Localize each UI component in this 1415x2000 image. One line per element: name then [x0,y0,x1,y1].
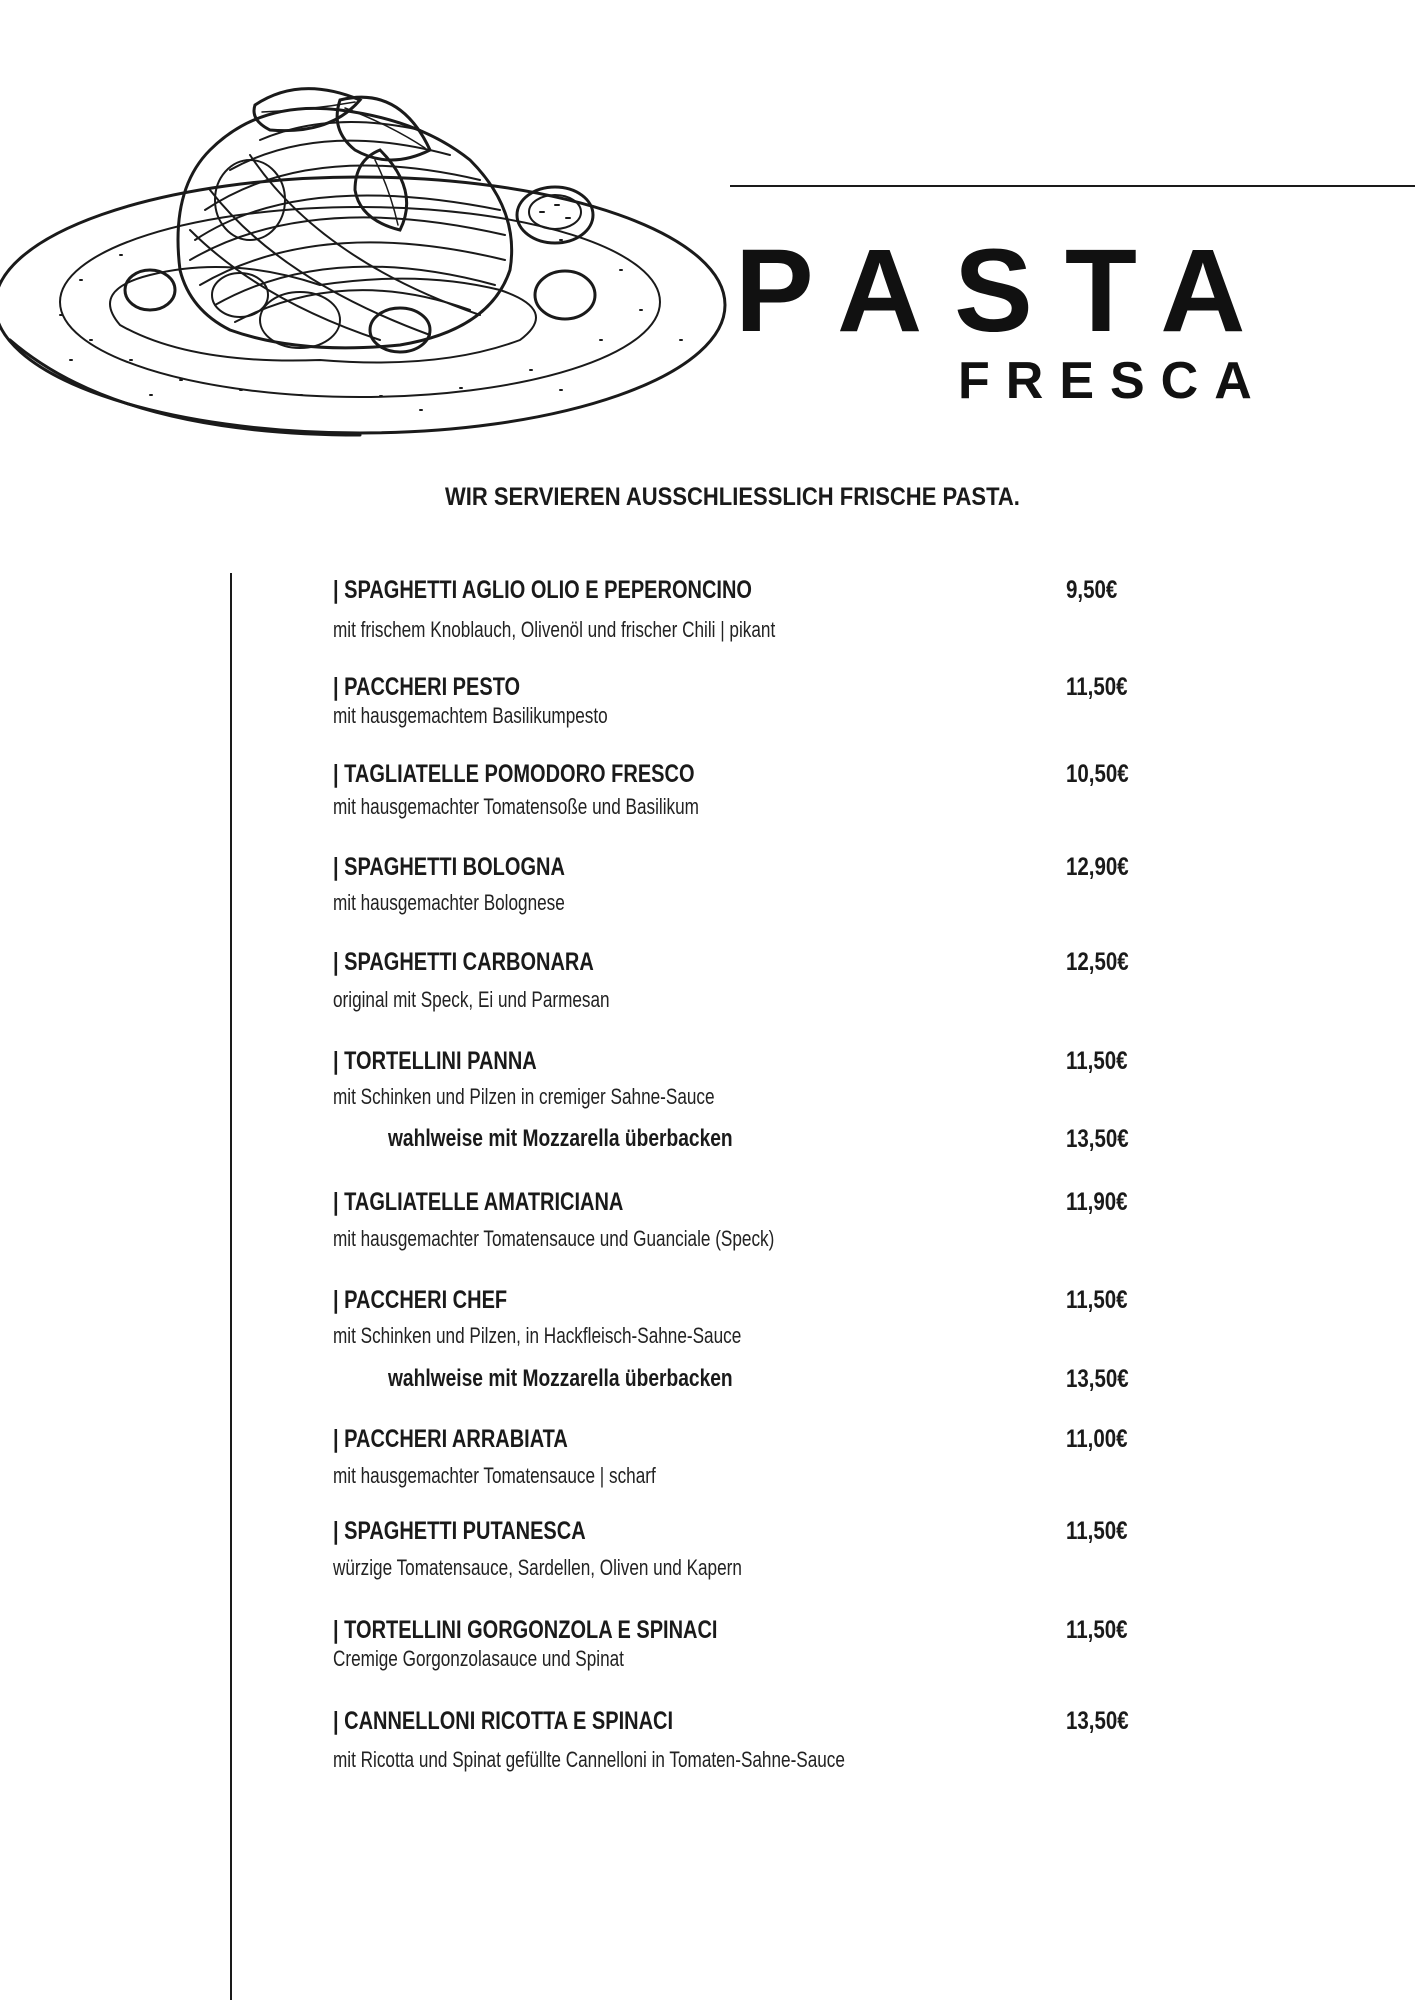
item-description: würzige Tomatensauce, Sardellen, Oliven und Kapern [333,1555,742,1580]
item-price: 12,50€ [1066,948,1129,976]
item-name: | SPAGHETTI PUTANESCA [333,1517,586,1545]
header-rule [730,185,1415,187]
item-price: 12,90€ [1066,853,1129,881]
item-name: | TORTELLINI PANNA [333,1047,537,1075]
item-price: 11,00€ [1066,1425,1128,1453]
item-price: 11,50€ [1066,1616,1128,1644]
item-name: | TAGLIATELLE AMATRICIANA [333,1188,624,1216]
item-name: | SPAGHETTI AGLIO OLIO E PEPERONCINO [333,576,752,604]
item-price: 11,50€ [1066,1286,1128,1314]
item-name: | SPAGHETTI BOLOGNA [333,853,565,881]
item-description: mit hausgemachter Tomatensoße und Basilikum [333,794,699,819]
item-description: Cremige Gorgonzolasauce und Spinat [333,1646,624,1671]
item-description: mit Schinken und Pilzen, in Hackfleisch-Sahne-Sauce [333,1323,742,1348]
item-price: 11,50€ [1066,1517,1128,1545]
item-description: original mit Speck, Ei und Parmesan [333,987,610,1012]
item-price: 10,50€ [1066,760,1129,788]
pasta-plate-illustration [0,40,740,450]
tagline: WIR SERVIEREN AUSSCHLIESSLICH FRISCHE PASTA. [444,483,1020,511]
item-name: | PACCHERI ARRABIATA [333,1425,568,1453]
item-option-price: 13,50€ [1066,1125,1129,1153]
item-description: mit Schinken und Pilzen in cremiger Sahne-Sauce [333,1084,715,1109]
item-name: | TAGLIATELLE POMODORO FRESCO [333,760,695,788]
item-price: 11,50€ [1066,673,1128,701]
item-option-label: wahlweise mit Mozzarella überbacken [388,1365,733,1392]
item-price: 9,50€ [1066,576,1118,604]
item-description: mit Ricotta und Spinat gefüllte Cannelloni in Tomaten-Sahne-Sauce [333,1747,845,1772]
item-option-label: wahlweise mit Mozzarella überbacken [388,1125,733,1152]
item-description: mit hausgemachter Tomatensauce und Guanciale (Speck) [333,1226,775,1251]
item-price: 13,50€ [1066,1707,1129,1735]
item-price: 11,90€ [1066,1188,1128,1216]
item-description: mit hausgemachter Bolognese [333,890,565,915]
item-option-price: 13,50€ [1066,1365,1129,1393]
item-description: mit hausgemachter Tomatensauce | scharf [333,1463,656,1488]
item-name: | CANNELLONI RICOTTA E SPINACI [333,1707,674,1735]
page-title: PASTA [735,225,1278,357]
item-name: | SPAGHETTI CARBONARA [333,948,594,976]
item-name: | TORTELLINI GORGONZOLA E SPINACI [333,1616,718,1644]
page-subtitle: FRESCA [958,352,1268,410]
item-description: mit frischem Knoblauch, Olivenöl und frischer Chili | pikant [333,617,776,642]
item-name: | PACCHERI CHEF [333,1286,508,1314]
item-price: 11,50€ [1066,1047,1128,1075]
item-name: | PACCHERI PESTO [333,673,521,701]
vertical-divider [230,573,232,2000]
item-description: mit hausgemachtem Basilikumpesto [333,703,608,728]
